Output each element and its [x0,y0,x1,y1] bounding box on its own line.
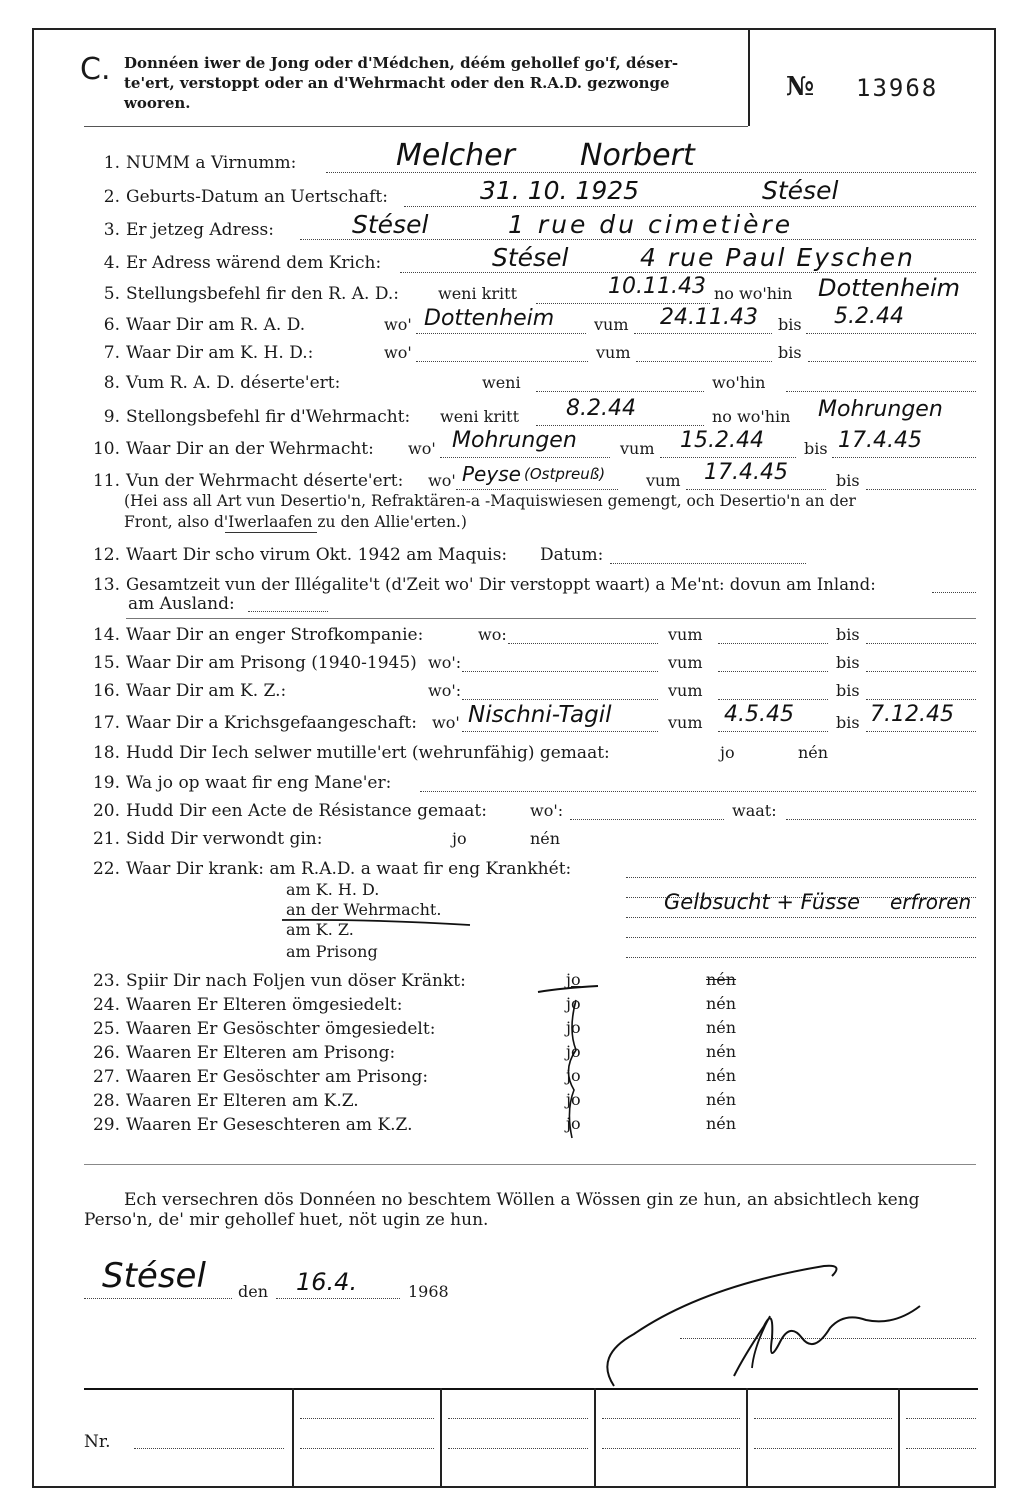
row-label: Vum R. A. D. déserte'ert: [126,373,341,393]
strof-from-line[interactable] [718,643,828,644]
handwritten-birthplace: Stésel [762,176,839,205]
row-label: Stellungsbefehl fir den R. A. D.: [126,284,400,304]
declaration-line-1: Ech versechren dös Donnéen no beschtem Wöllen a Wössen gin ze hun, an absichtlech keng [124,1190,920,1210]
row-label: Waar Dir an der Wehrmacht: [126,439,374,459]
option-jo[interactable]: jo [566,1114,581,1133]
label-vum: vum [646,471,681,490]
row-number: 11. [92,471,120,491]
header-rule [84,126,748,127]
khd-place-line[interactable] [416,361,588,362]
row-label: Waaren Er Gesöschter ömgesiedelt: [126,1019,436,1039]
illness-prisong-line[interactable] [626,957,976,958]
row-label: Waar Dir krank: am R.A.D. a waat fir eng Krankhét: [126,859,572,879]
section-rule [84,1164,976,1165]
footer-cell-line [602,1418,740,1419]
kz-place-line[interactable] [462,699,658,700]
row-number: 14. [92,625,120,645]
option-jo[interactable]: jo [566,994,581,1013]
birth-field-line[interactable] [404,206,976,207]
desertion-to-line[interactable] [866,489,976,490]
option-nen[interactable]: nén [706,1090,737,1109]
footer-cell-line [602,1448,740,1449]
underline-iwerlaafen [225,532,317,533]
rad-desertion-date-line[interactable] [536,391,704,392]
row-9 [82,404,410,430]
row-29 [82,1112,412,1138]
rad-desertion-dest-line[interactable] [786,391,976,392]
label-wo: wo' [432,713,460,732]
row-26 [82,1040,395,1066]
row-15 [82,650,417,676]
handwritten-wehrmacht-from: 15.2.44 [680,428,764,453]
row-label: Waaren Er Elteren ömgesiedelt: [126,995,403,1015]
row-label: Hudd Dir een Acte de Résistance gemaat: [126,801,487,821]
option-jo[interactable]: jo [566,1042,581,1061]
handwritten-war-street: 4 rue Paul Eyschen [640,243,915,272]
handwritten-desertion-region: (Ostpreuß) [524,465,606,483]
row-number: 9. [103,407,120,427]
option-nen[interactable]: nén [530,829,561,848]
row-12 [82,542,507,568]
row-3 [82,217,274,243]
handwritten-birthdate: 31. 10. 1925 [480,176,640,205]
footer-cell-line [906,1448,976,1449]
label-vum: vum [668,653,703,672]
row-number: 26. [92,1043,120,1063]
label-vum: vum [596,343,631,362]
row-label: Wa jo op waat fir eng Mane'er: [126,773,392,793]
label-wo: wo' [408,439,436,458]
footer-col-4 [746,1388,748,1488]
row-number: 8. [103,373,120,393]
row-17 [82,710,417,736]
row-number: 6. [103,315,120,335]
label-datum: Datum: [540,545,604,565]
footer-cell-line [300,1418,434,1419]
resistance-place-line[interactable] [570,819,724,820]
row-number: 19. [92,773,120,793]
footer-col-5 [898,1388,900,1488]
header-title-3: wooren. [124,94,191,112]
label-wohin: wo'hin [712,373,766,392]
row-10 [82,436,374,462]
label-vum: vum [668,681,703,700]
nr-line[interactable] [134,1448,284,1449]
row-14 [82,622,423,648]
label-bis: bis [836,713,860,732]
footer-rule [84,1388,978,1390]
row-5 [82,281,399,307]
handwritten-rad-destination: Dottenheim [818,274,960,302]
option-nen[interactable]: nén [706,994,737,1013]
prison-to-line[interactable] [866,671,976,672]
row-number: 16. [92,681,120,701]
footer-col-3 [594,1388,596,1488]
row-number: 29. [92,1115,120,1135]
kz-from-line[interactable] [718,699,828,700]
wehrmacht-place-line[interactable] [440,457,610,458]
label-weni-kritt: weni kritt [440,407,519,426]
resistance-what-line[interactable] [786,819,976,820]
label-wo: wo' [384,343,412,362]
option-jo[interactable]: jo [720,743,735,762]
label-wo: wo' [384,315,412,334]
option-jo[interactable]: jo [452,829,467,848]
row-label: Waaren Er Elteren am Prisong: [126,1043,396,1063]
row-label: Stellongsbefehl fir d'Wehrmacht: [126,407,411,427]
handwritten-wehrmacht-to: 17.4.45 [838,428,922,453]
rad-place-line[interactable] [416,333,586,334]
label-vum: vum [668,625,703,644]
row-19 [82,770,391,796]
footer-cell-line [754,1448,892,1449]
declaration-line-2: Perso'n, de' mir gehollef huet, nöt ugin ze hun. [84,1210,489,1230]
row-11-note-1: (Hei ass all Art vun Desertio'n, Refraktären-a -Maquiswiesen gemengt, och Desertio'n an der [124,492,856,510]
row-label: Waar Dir am K. H. D.: [126,343,314,363]
row-number: 24. [92,995,120,1015]
prison-from-line[interactable] [718,671,828,672]
handwritten-wehrmacht-destination: Mohrungen [818,397,943,422]
row-number: 23. [92,971,120,991]
khd-to-line[interactable] [808,361,976,362]
row-label: Waart Dir scho virum Okt. 1942 am Maquis: [126,545,508,565]
prison-place-line[interactable] [462,671,658,672]
wehrmacht-to-line[interactable] [832,457,976,458]
label-vum: vum [668,713,703,732]
captivity-from-line[interactable] [718,731,828,732]
row-label: Hudd Dir Iech selwer mutille'ert (wehrunfähig) gemaat: [126,743,610,763]
captivity-to-line[interactable] [866,731,976,732]
captivity-place-line[interactable] [462,731,658,732]
label-bis: bis [836,653,860,672]
label-waat: waat: [732,801,777,820]
signature-scribble [594,1246,934,1396]
handwritten-signature-place: Stésel [102,1256,206,1296]
option-nen[interactable]: nén [706,1042,737,1061]
handwritten-illness-2: erfroren [890,890,972,914]
row-number: 7. [103,343,120,363]
label-bis: bis [836,471,860,490]
row-label: Spiir Dir nach Foljen vun döser Kränkt: [126,971,466,991]
wehrmacht-order-date-line[interactable] [536,425,704,426]
ausland-line[interactable] [248,611,328,612]
label-no-wohin: no wo'hin [712,407,791,426]
rad-to-line[interactable] [806,333,976,334]
row-label: Waar Dir am Prisong (1940-1945) [126,653,417,673]
label-wo: wo': [530,801,564,820]
option-nen[interactable]: nén [706,970,737,989]
handwritten-address-street: 1 rue du cimetière [508,210,794,239]
header-title-1: Donnéen iwer de Jong oder d'Médchen, déém gehollef go'f, déser- [124,54,679,72]
label-ausland: am Ausland: [128,594,235,614]
row-number: 20. [92,801,120,821]
illness-sub-prisong: am Prisong [286,942,378,961]
row-number: 1. [103,153,120,173]
rad-from-line[interactable] [634,333,772,334]
footer-cell-line [448,1448,588,1449]
handwritten-address-town: Stésel [352,210,429,239]
label-weni-kritt: weni kritt [438,284,517,303]
option-nen[interactable]: nén [706,1018,737,1037]
label-wo: wo': [428,653,462,672]
row-label: Waaren Er Elteren am K.Z. [126,1091,359,1111]
option-nen[interactable]: nén [798,743,829,762]
label-bis: bis [804,439,828,458]
handwritten-firstname: Norbert [580,138,695,173]
label-den: den [238,1282,269,1301]
row-label: Gesamtzeit vun der Illégalite't (d'Zeit wo' Dir verstoppt waart) a Me'nt: dovun am Inland: [126,575,876,594]
signature-year: 1968 [408,1282,449,1301]
row-6 [82,312,305,338]
row-label: Er jetzeg Adress: [126,220,274,240]
rule-13 [126,618,976,619]
row-23 [82,968,466,994]
label-wo: wo': [428,681,462,700]
row-number: 25. [92,1019,120,1039]
row-label: Geburts-Datum an Uertschaft: [126,187,388,207]
illness-kz-line[interactable] [626,937,976,938]
row-21 [82,826,323,852]
row-number: 13. [92,575,120,595]
mutilation-method-line[interactable] [420,791,976,792]
strof-place-line[interactable] [508,643,658,644]
label-no-wohin: no wo'hin [714,284,793,303]
row-number: 18. [92,743,120,763]
handwritten-desertion-date: 17.4.45 [704,460,788,485]
row-11-note-2: Front, also d'Iwerlaafen zu den Allie'erten.) [124,513,467,531]
option-nen[interactable]: nén [706,1114,737,1133]
illness-wehrmacht-line[interactable] [626,917,976,918]
row-number: 3. [103,220,120,240]
label-vum: vum [594,315,629,334]
row-number: 12. [92,545,120,565]
option-jo[interactable]: jo [566,970,581,989]
row-25 [82,1016,435,1042]
header-title-2: te'ert, verstoppt oder an d'Wehrmacht oder den R.A.D. gezwonge [124,74,670,92]
number-sign: № [786,72,815,102]
footer-col-1 [292,1388,294,1488]
handwritten-captivity-to: 7.12.45 [870,702,954,727]
jo-marks-stroke [532,960,612,1150]
row-label: Sidd Dir verwondt gin: [126,829,323,849]
row-label: Waaren Er Gesöschter am Prisong: [126,1067,429,1087]
handwritten-signature-date: 16.4. [296,1268,358,1296]
form-number: 13968 [856,74,939,102]
row-label: Waar Dir am R. A. D. [126,315,306,335]
row-22 [82,856,571,882]
inland-line[interactable] [932,592,976,593]
row-20 [82,798,487,824]
label-wo: wo: [478,625,507,644]
row-number: 28. [92,1091,120,1111]
handwritten-captivity-from: 4.5.45 [724,702,794,727]
footer-cell-line [448,1418,588,1419]
row-7 [82,340,313,366]
row-27 [82,1064,428,1090]
row-24 [82,992,402,1018]
row-label: Waaren Er Geseschteren am K.Z. [126,1115,413,1135]
row-number: 2. [103,187,120,207]
option-jo[interactable]: jo [566,1066,581,1085]
signature-place-line[interactable] [84,1298,232,1299]
handwritten-surname: Melcher [396,138,515,173]
maquis-date-line[interactable] [610,563,806,564]
row-16 [82,678,286,704]
row-number: 17. [92,713,120,733]
illness-sub-wehrmacht: an der Wehrmacht. [286,900,442,919]
label-weni: weni [482,373,521,392]
label-bis: bis [836,625,860,644]
row-18 [82,740,610,766]
footer-cell-line [300,1448,434,1449]
row-number: 22. [92,859,120,879]
option-jo[interactable]: jo [566,1090,581,1109]
row-label: Er Adress wärend dem Krich: [126,253,382,273]
row-2 [82,184,388,210]
signature-date-line[interactable] [276,1298,400,1299]
handwritten-war-town: Stésel [492,243,569,272]
handwritten-desertion-place: Peyse [462,462,521,486]
handwritten-rad-to: 5.2.44 [834,304,904,329]
handwritten-captivity-place: Nischni-Tagil [468,702,612,728]
wehrmacht-from-line[interactable] [660,457,796,458]
label-vum: vum [620,439,655,458]
handwritten-wehrmacht-place: Mohrungen [452,428,577,453]
row-number: 4. [103,253,120,273]
handwritten-rad-order-date: 10.11.43 [608,274,706,299]
row-label: NUMM a Virnumm: [126,153,297,173]
handwritten-rad-place: Dottenheim [424,306,555,331]
label-wo: wo' [428,471,456,490]
footer-cell-line [906,1418,976,1419]
war-address-field-line[interactable] [400,272,976,273]
row-11 [82,468,403,494]
row-label: Waar Dir am K. Z.: [126,681,287,701]
row-28 [82,1088,359,1114]
row-number: 5. [103,284,120,304]
row-number: 21. [92,829,120,849]
handwritten-illness: Gelbsucht + Füsse [664,890,860,914]
label-bis: bis [836,681,860,700]
handwritten-rad-from: 24.11.43 [660,305,758,330]
illness-sub-kz: am K. Z. [286,920,354,939]
footer-col-2 [440,1388,442,1488]
row-1 [82,150,296,176]
label-bis: bis [778,315,802,334]
rad-order-date-line[interactable] [536,303,710,304]
khd-from-line[interactable] [636,361,772,362]
option-jo[interactable]: jo [566,1018,581,1037]
row-label: Waar Dir an enger Strofkompanie: [126,625,424,645]
row-4 [82,250,381,276]
illness-sub-khd: am K. H. D. [286,880,380,899]
address-field-line[interactable] [300,239,976,240]
label-bis: bis [778,343,802,362]
header-divider [748,28,750,126]
row-8 [82,370,340,396]
row-label: Vun der Wehrmacht déserte'ert: [126,471,404,491]
desertion-from-line[interactable] [686,489,826,490]
row-number: 10. [92,439,120,459]
footer-cell-line [754,1418,892,1419]
illness-rad-line[interactable] [626,877,976,878]
row-number: 27. [92,1067,120,1087]
option-nen[interactable]: nén [706,1066,737,1085]
row-label: Waar Dir a Krichsgefaangeschaft: [126,713,417,733]
strof-to-line[interactable] [866,643,976,644]
row-number: 15. [92,653,120,673]
handwritten-wehrmacht-order-date: 8.2.44 [566,396,636,421]
label-nr: Nr. [84,1432,111,1452]
section-letter: C. [80,52,111,87]
kz-to-line[interactable] [866,699,976,700]
desertion-place-line[interactable] [456,489,618,490]
